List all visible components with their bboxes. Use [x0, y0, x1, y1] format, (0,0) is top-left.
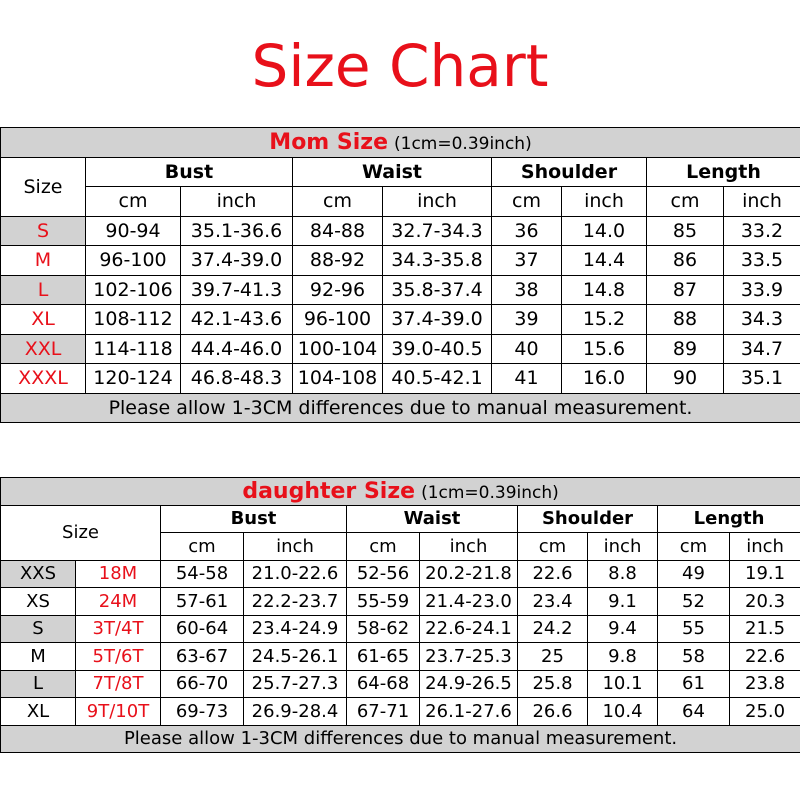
value-cell: 25.7-27.3: [244, 670, 347, 698]
daughter-group-length: Length: [658, 505, 800, 533]
value-cell: 20.3: [730, 588, 800, 616]
mom-size-title: Mom Size: [269, 129, 388, 155]
unit-header: inch: [383, 187, 492, 217]
value-cell: 52-56: [347, 560, 420, 588]
table-row: [1, 246, 800, 276]
value-cell: 86: [647, 246, 724, 276]
unit-header: cm: [86, 187, 181, 217]
table-row: [1, 216, 800, 246]
page-title: Size Chart: [251, 32, 549, 100]
value-cell: 14.4: [562, 246, 647, 276]
unit-header: cm: [518, 533, 588, 561]
table-row: [1, 305, 800, 335]
unit-header: inch: [588, 533, 658, 561]
unit-header: inch: [181, 187, 293, 217]
unit-header: cm: [161, 533, 244, 561]
age-cell: 5T/6T: [76, 643, 161, 671]
value-cell: 41: [492, 364, 562, 394]
value-cell: 54-58: [161, 560, 244, 588]
value-cell: 61-65: [347, 643, 420, 671]
daughter-group-bust: Bust: [161, 505, 347, 533]
size-cell: M: [1, 643, 76, 671]
table-row: [1, 643, 800, 671]
value-cell: 21.4-23.0: [420, 588, 518, 616]
age-cell: 3T/4T: [76, 615, 161, 643]
value-cell: 16.0: [562, 364, 647, 394]
table-row: [1, 364, 800, 394]
age-cell: 9T/10T: [76, 698, 161, 726]
size-cell: S: [1, 216, 86, 246]
unit-header: cm: [293, 187, 383, 217]
size-cell: S: [1, 615, 76, 643]
value-cell: 96-100: [293, 305, 383, 335]
value-cell: 55: [658, 615, 730, 643]
value-cell: 23.7-25.3: [420, 643, 518, 671]
value-cell: 90: [647, 364, 724, 394]
value-cell: 67-71: [347, 698, 420, 726]
value-cell: 32.7-34.3: [383, 216, 492, 246]
mom-units-row: [1, 187, 800, 217]
value-cell: 15.2: [562, 305, 647, 335]
value-cell: 15.6: [562, 334, 647, 364]
value-cell: 24.2: [518, 615, 588, 643]
unit-header: inch: [420, 533, 518, 561]
value-cell: 96-100: [86, 246, 181, 276]
value-cell: 46.8-48.3: [181, 364, 293, 394]
table-row: [1, 615, 800, 643]
value-cell: 25.0: [730, 698, 800, 726]
value-cell: 58: [658, 643, 730, 671]
daughter-unit-note: (1cm=0.39inch): [421, 482, 559, 503]
value-cell: 34.3: [724, 305, 800, 335]
age-cell: 24M: [76, 588, 161, 616]
value-cell: 14.0: [562, 216, 647, 246]
table-row: [1, 334, 800, 364]
value-cell: 44.4-46.0: [181, 334, 293, 364]
age-cell: 7T/8T: [76, 670, 161, 698]
mom-group-bust: Bust: [86, 157, 293, 187]
value-cell: 35.1: [724, 364, 800, 394]
table-row: [1, 698, 800, 726]
value-cell: 24.5-26.1: [244, 643, 347, 671]
value-cell: 49: [658, 560, 730, 588]
table-row: [1, 560, 800, 588]
value-cell: 102-106: [86, 275, 181, 305]
value-cell: 84-88: [293, 216, 383, 246]
value-cell: 88-92: [293, 246, 383, 276]
value-cell: 42.1-43.6: [181, 305, 293, 335]
mom-note: Please allow 1-3CM differences due to manual measurement.: [1, 393, 800, 423]
value-cell: 21.0-22.6: [244, 560, 347, 588]
value-cell: 36: [492, 216, 562, 246]
value-cell: 33.5: [724, 246, 800, 276]
value-cell: 34.7: [724, 334, 800, 364]
unit-header: inch: [244, 533, 347, 561]
daughter-size-label: Size: [1, 505, 161, 560]
value-cell: 26.9-28.4: [244, 698, 347, 726]
value-cell: 8.8: [588, 560, 658, 588]
table-row: [1, 588, 800, 616]
value-cell: 26.6: [518, 698, 588, 726]
value-cell: 21.5: [730, 615, 800, 643]
value-cell: 69-73: [161, 698, 244, 726]
value-cell: 25.8: [518, 670, 588, 698]
value-cell: 104-108: [293, 364, 383, 394]
unit-header: cm: [647, 187, 724, 217]
size-cell: XS: [1, 588, 76, 616]
value-cell: 23.4-24.9: [244, 615, 347, 643]
value-cell: 37.4-39.0: [383, 305, 492, 335]
daughter-group-shoulder: Shoulder: [518, 505, 658, 533]
value-cell: 22.6: [518, 560, 588, 588]
daughter-group-waist: Waist: [347, 505, 518, 533]
value-cell: 35.8-37.4: [383, 275, 492, 305]
value-cell: 120-124: [86, 364, 181, 394]
value-cell: 22.6-24.1: [420, 615, 518, 643]
unit-header: inch: [562, 187, 647, 217]
value-cell: 20.2-21.8: [420, 560, 518, 588]
value-cell: 22.2-23.7: [244, 588, 347, 616]
value-cell: 19.1: [730, 560, 800, 588]
value-cell: 22.6: [730, 643, 800, 671]
value-cell: 87: [647, 275, 724, 305]
value-cell: 39.7-41.3: [181, 275, 293, 305]
value-cell: 24.9-26.5: [420, 670, 518, 698]
unit-header: cm: [492, 187, 562, 217]
value-cell: 26.1-27.6: [420, 698, 518, 726]
unit-header: inch: [730, 533, 800, 561]
unit-header: cm: [347, 533, 420, 561]
mom-group-length: Length: [647, 157, 800, 187]
mom-size-label: Size: [1, 157, 86, 216]
value-cell: 14.8: [562, 275, 647, 305]
daughter-size-header: [1, 478, 800, 506]
size-cell: XL: [1, 305, 86, 335]
value-cell: 63-67: [161, 643, 244, 671]
value-cell: 9.4: [588, 615, 658, 643]
value-cell: 61: [658, 670, 730, 698]
mom-size-header: [1, 128, 800, 158]
value-cell: 92-96: [293, 275, 383, 305]
value-cell: 23.8: [730, 670, 800, 698]
table-row: [1, 275, 800, 305]
value-cell: 40: [492, 334, 562, 364]
value-cell: 38: [492, 275, 562, 305]
value-cell: 60-64: [161, 615, 244, 643]
value-cell: 55-59: [347, 588, 420, 616]
value-cell: 9.1: [588, 588, 658, 616]
size-cell: XXL: [1, 334, 86, 364]
unit-header: cm: [658, 533, 730, 561]
value-cell: 9.8: [588, 643, 658, 671]
value-cell: 89: [647, 334, 724, 364]
mom-unit-note: (1cm=0.39inch): [394, 133, 532, 154]
value-cell: 39: [492, 305, 562, 335]
value-cell: 100-104: [293, 334, 383, 364]
value-cell: 52: [658, 588, 730, 616]
value-cell: 25: [518, 643, 588, 671]
value-cell: 90-94: [86, 216, 181, 246]
unit-header: inch: [724, 187, 800, 217]
value-cell: 23.4: [518, 588, 588, 616]
value-cell: 88: [647, 305, 724, 335]
size-cell: L: [1, 670, 76, 698]
value-cell: 33.9: [724, 275, 800, 305]
mom-group-waist: Waist: [293, 157, 492, 187]
mom-size-table: [0, 127, 800, 423]
value-cell: 40.5-42.1: [383, 364, 492, 394]
daughter-note: Please allow 1-3CM differences due to manual measurement.: [1, 725, 800, 753]
value-cell: 37: [492, 246, 562, 276]
value-cell: 35.1-36.6: [181, 216, 293, 246]
value-cell: 108-112: [86, 305, 181, 335]
table-row: [1, 670, 800, 698]
size-cell: M: [1, 246, 86, 276]
mom-group-shoulder: Shoulder: [492, 157, 647, 187]
daughter-size-table: [0, 477, 800, 753]
daughter-size-title: daughter Size: [242, 478, 416, 504]
size-cell: L: [1, 275, 86, 305]
value-cell: 58-62: [347, 615, 420, 643]
value-cell: 37.4-39.0: [181, 246, 293, 276]
value-cell: 10.4: [588, 698, 658, 726]
size-cell: XXXL: [1, 364, 86, 394]
value-cell: 57-61: [161, 588, 244, 616]
size-cell: XXS: [1, 560, 76, 588]
value-cell: 85: [647, 216, 724, 246]
value-cell: 64: [658, 698, 730, 726]
value-cell: 33.2: [724, 216, 800, 246]
value-cell: 34.3-35.8: [383, 246, 492, 276]
value-cell: 10.1: [588, 670, 658, 698]
value-cell: 66-70: [161, 670, 244, 698]
value-cell: 64-68: [347, 670, 420, 698]
value-cell: 39.0-40.5: [383, 334, 492, 364]
value-cell: 114-118: [86, 334, 181, 364]
age-cell: 18M: [76, 560, 161, 588]
size-cell: XL: [1, 698, 76, 726]
